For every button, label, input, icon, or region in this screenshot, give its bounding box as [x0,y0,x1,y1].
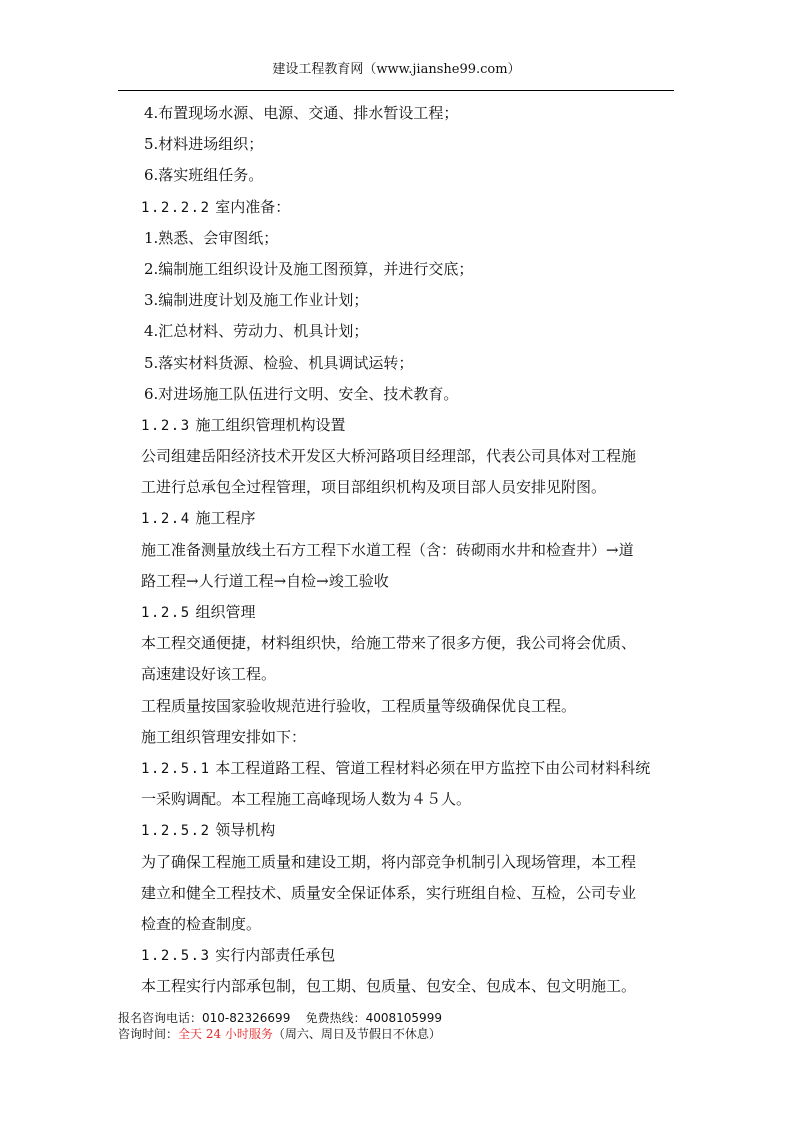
paragraph-line [141,628,681,659]
line-text: 为了确保工程施工质量和建设工期，将内部竞争机制引入现场管理，本工程 [141,852,637,871]
line-text: 3.编制进度计划及施工作业计划； [144,291,369,310]
line-text: 6.对进场施工队伍进行文明、安全、技术教育。 [144,384,459,403]
list-item [141,285,681,316]
line-text: 检查的检查制度。 [141,914,262,933]
line-text: 4.汇总材料、劳动力、机具计划； [144,322,369,341]
section-heading [141,192,681,223]
list-item [141,316,681,347]
section-heading [141,410,681,441]
section-heading [141,815,681,846]
hours-highlight: 全天 24 小时服务 [178,1027,273,1041]
line-text: 路工程→人行道工程→自检→竣工验收 [141,571,389,590]
line-text: 5.材料进场组织； [144,135,264,154]
list-item [141,379,681,410]
page-header-title: 建设工程教育网（www.jianshe99.com） [272,62,521,77]
paragraph-line [141,566,681,597]
paragraph-line [141,722,681,753]
line-text: 2.编制施工组织设计及施工图预算，并进行交底； [144,259,474,278]
section-number: 1.2.5.2 [141,823,211,840]
line-text: 本工程交通便捷，材料组织快，给施工带来了很多方便，我公司将会优质、 [141,634,637,653]
header-divider [118,90,674,91]
line-text: 建立和健全工程技术、质量安全保证体系，实行班组自检、互检，公司专业 [141,883,637,902]
paragraph-line [141,971,681,1002]
line-text: 施工组织管理机构设置 [195,415,346,434]
section-number: 1.2.4 [141,511,191,528]
line-text: 实行内部责任承包 [215,946,336,965]
hours-note: （周六、周日及节假日不休息） [272,1027,441,1041]
line-text: 室内准备： [215,197,291,216]
section-heading [141,503,681,534]
list-item [141,254,681,285]
line-text: 施工准备测量放线土石方工程下水道工程（含：砖砌雨水井和检查井）→道 [141,540,634,559]
line-text: 6.落实班组任务。 [144,166,264,185]
paragraph-line [141,909,681,940]
footer-hours-line [118,1026,441,1042]
section-number: 1.2.5.1 [141,760,211,777]
list-item [141,160,681,191]
line-text: 领导机构 [215,821,276,840]
section-heading [141,940,681,971]
phone-label: 报名咨询电话： [118,1011,203,1025]
phone-number: 010-82326699 [202,1011,291,1025]
list-item [141,98,681,129]
section-number: 1.2.5 [141,605,191,621]
section-heading [141,753,681,784]
hotline-label: 免费热线： [305,1011,366,1025]
section-number: 1.2.2.2 [141,199,211,216]
line-text: 施工组织管理安排如下： [141,727,307,746]
line-text: 1.熟悉、会审图纸； [144,228,279,247]
paragraph-line [141,878,681,909]
line-text: 5.落实材料货源、检验、机具调试运转； [144,353,414,372]
line-text: 工程质量按国家验收规范进行验收，工程质量等级确保优良工程。 [141,696,577,715]
line-text: 高速建设好该工程。 [141,665,277,684]
line-text: 工进行总承包全过程管理，项目部组织机构及项目部人员安排见附图。 [141,478,607,497]
section-number: 1.2.3 [141,417,191,434]
hours-label: 咨询时间： [118,1027,179,1041]
list-item [141,348,681,379]
paragraph-line [141,659,681,690]
paragraph-line [141,847,681,878]
line-text: 施工程序 [195,509,256,528]
line-text: 4.布置现场水源、电源、交通、排水暂设工程； [144,104,459,122]
section-number: 1.2.5.3 [141,948,211,965]
line-text: 一采购调配。本工程施工高峰现场人数为４５人。 [141,790,472,809]
line-text: 组织管理 [195,603,256,621]
line-text: 本工程实行内部承包制，包工期、包质量、包安全、包成本、包文明施工。 [141,977,637,996]
list-item [141,223,681,254]
footer-contact-line [118,1010,442,1026]
paragraph-line [141,441,681,472]
line-text: 本工程道路工程、管道工程材料必须在甲方监控下由公司材料科统 [215,758,651,777]
paragraph-line [141,472,681,503]
paragraph-line [141,535,681,566]
section-heading [141,597,681,628]
document-body [141,98,681,1002]
paragraph-line [141,784,681,815]
paragraph-line [141,691,681,722]
hotline-number: 4008105999 [365,1011,442,1025]
list-item [141,129,681,160]
line-text: 公司组建岳阳经济技术开发区大桥河路项目经理部，代表公司具体对工程施 [141,447,637,466]
